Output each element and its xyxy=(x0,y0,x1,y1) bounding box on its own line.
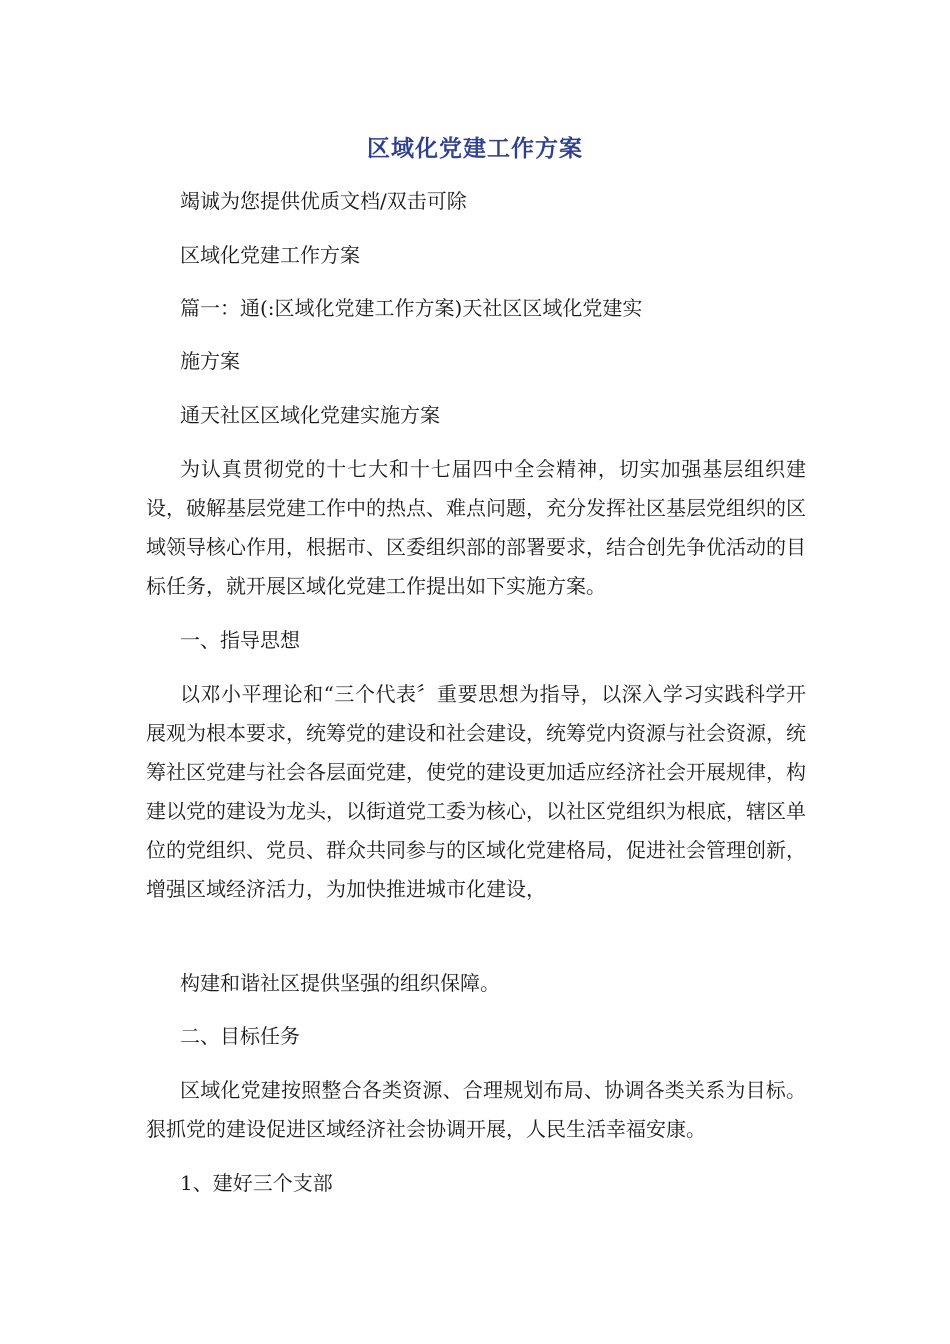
section1-heading: 一、指导思想 xyxy=(180,628,300,652)
notice-line: 竭诚为您提供优质文档/双击可除 xyxy=(180,189,467,213)
item1-heading: 1、建好三个支部 xyxy=(180,1171,333,1195)
intro-paragraph: 为认真贯彻党的十七大和十七届四中全会精神，切实加强基层组织建设，破解基层党建工作中的热点、难点问题，充分发挥社区基层党组织的区域领导核心作用，根据市、区委组织部的部署要求，结合创先争优活动的目标任务，就开展区域化党建工作提出如下实施方案。 xyxy=(146,457,806,598)
chapter-heading-line2: 施方案 xyxy=(180,349,240,373)
chapter-heading-line1: 篇一：通(:区域化党建工作方案)天社区区域化党建实 xyxy=(180,296,643,320)
section1-paragraph: 以邓小平理论和“三个代表〞重要思想为指导，以深入学习实践科学开展观为根本要求，统筹党的建设和社会建设，统筹党内资源与社会资源，统筹社区党建与社会各层面党建，使党的建设更加适应经济社会开展规律，构建以党的建设为龙头，以街道党工委为核心，以社区党组织为根底，辖区单位的党组织、党员、群众共同参与的区域化党建格局，促进社会管理创新，增强区域经济活力，为加快推进城市化建设， xyxy=(146,682,806,901)
subtitle-line: 区域化党建工作方案 xyxy=(180,243,360,267)
section2-heading: 二、目标任务 xyxy=(180,1024,300,1048)
section1-continuation: 构建和谐社区提供坚强的组织保障。 xyxy=(180,971,500,995)
plan-title-line: 通天社区区域化党建实施方案 xyxy=(180,403,440,427)
section2-paragraph: 区域化党建按照整合各类资源、合理规划布局、协调各类关系为目标。狠抓党的建设促进区域经济社会协调开展，人民生活幸福安康。 xyxy=(146,1078,806,1141)
document-title: 区域化党建工作方案 xyxy=(367,136,583,162)
